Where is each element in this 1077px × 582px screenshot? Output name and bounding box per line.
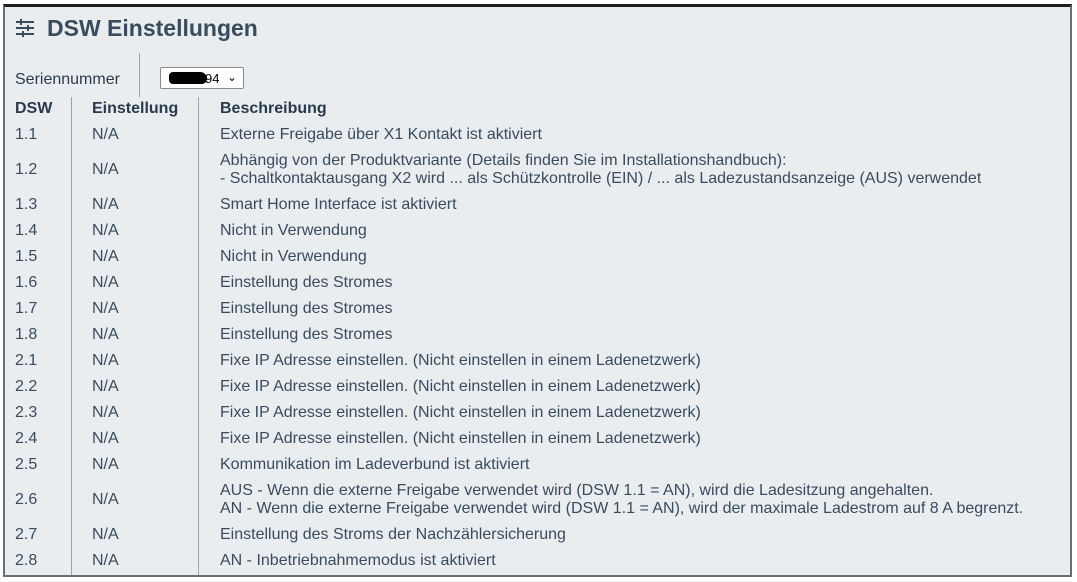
dsw-number: 1.1 bbox=[15, 126, 38, 143]
dsw-number: 2.2 bbox=[15, 378, 38, 395]
description-line: Nicht in Verwendung bbox=[220, 222, 367, 239]
setting-value: N/A bbox=[92, 491, 119, 508]
dsw-number: 1.3 bbox=[15, 196, 38, 213]
setting-value: N/A bbox=[92, 404, 119, 421]
setting-value: N/A bbox=[92, 222, 119, 239]
dsw-number: 1.5 bbox=[15, 248, 38, 265]
description-line: Fixe IP Adresse einstellen. (Nicht einstellen in einem Ladenetzwerk) bbox=[220, 404, 701, 421]
chevron-down-icon: ⌄ bbox=[226, 70, 237, 84]
column-divider bbox=[71, 97, 72, 575]
setting-value: N/A bbox=[92, 456, 119, 473]
setting-value: N/A bbox=[92, 248, 119, 265]
description-line: Einstellung des Stroms der Nachzählersicherung bbox=[220, 526, 566, 543]
description-line: Fixe IP Adresse einstellen. (Nicht einstellen in einem Ladenetzwerk) bbox=[220, 352, 701, 369]
dsw-number: 1.2 bbox=[15, 161, 38, 178]
description-line: Abhängig von der Produktvariante (Details finden Sie im Installationshandbuch): bbox=[220, 152, 787, 169]
setting-value: N/A bbox=[92, 430, 119, 447]
column-header-beschreibung: Beschreibung bbox=[220, 100, 327, 117]
setting-value: N/A bbox=[92, 326, 119, 343]
serial-number-label: Seriennummer bbox=[15, 71, 120, 88]
dsw-number: 2.3 bbox=[15, 404, 38, 421]
description-line: Fixe IP Adresse einstellen. (Nicht einstellen in einem Ladenetzwerk) bbox=[220, 430, 701, 447]
divider bbox=[139, 53, 140, 97]
redaction-mark bbox=[169, 72, 207, 84]
setting-value: N/A bbox=[92, 352, 119, 369]
column-header-einstellung: Einstellung bbox=[92, 100, 179, 117]
description-line: Nicht in Verwendung bbox=[220, 248, 367, 265]
setting-value: N/A bbox=[92, 161, 119, 178]
page-header bbox=[15, 12, 258, 44]
dsw-number: 2.7 bbox=[15, 526, 38, 543]
setting-value: N/A bbox=[92, 552, 119, 569]
serial-number-select[interactable] bbox=[160, 67, 244, 89]
description-line: AUS - Wenn die externe Freigabe verwendet wird (DSW 1.1 = AN), wird die Ladesitzung angehalten. bbox=[220, 482, 934, 499]
description-line: Externe Freigabe über X1 Kontakt ist aktiviert bbox=[220, 126, 542, 143]
page-title: DSW Einstellungen bbox=[47, 14, 258, 41]
serial-number-value: 94 bbox=[205, 71, 220, 86]
description-line: Einstellung des Stromes bbox=[220, 326, 393, 343]
description-line: Einstellung des Stromes bbox=[220, 300, 393, 317]
description-line: - Schaltkontaktausgang X2 wird ... als Schützkontrolle (EIN) / ... als Ladezustandsanzeige (AUS) verwendet bbox=[220, 170, 982, 187]
setting-value: N/A bbox=[92, 196, 119, 213]
dsw-number: 2.4 bbox=[15, 430, 38, 447]
dsw-number: 2.8 bbox=[15, 552, 38, 569]
setting-value: N/A bbox=[92, 274, 119, 291]
dsw-number: 1.6 bbox=[15, 274, 38, 291]
tune-sliders-icon bbox=[15, 18, 35, 38]
column-divider bbox=[198, 97, 199, 575]
setting-value: N/A bbox=[92, 126, 119, 143]
dsw-number: 1.7 bbox=[15, 300, 38, 317]
description-line: Fixe IP Adresse einstellen. (Nicht einstellen in einem Ladenetzwerk) bbox=[220, 378, 701, 395]
dsw-number: 2.5 bbox=[15, 456, 38, 473]
dsw-number: 2.6 bbox=[15, 491, 38, 508]
description-line: AN - Wenn die externe Freigabe verwendet wird (DSW 1.1 = AN), wird der maximale Ladestrom auf 8 A begrenzt. bbox=[220, 500, 1024, 517]
dsw-settings-panel bbox=[3, 4, 1072, 577]
column-header-dsw: DSW bbox=[15, 100, 53, 117]
description-line: Smart Home Interface ist aktiviert bbox=[220, 196, 457, 213]
description-line: AN - Inbetriebnahmemodus ist aktiviert bbox=[220, 552, 496, 569]
dsw-number: 1.8 bbox=[15, 326, 38, 343]
dsw-number: 2.1 bbox=[15, 352, 38, 369]
setting-value: N/A bbox=[92, 378, 119, 395]
dsw-number: 1.4 bbox=[15, 222, 38, 239]
description-line: Kommunikation im Ladeverbund ist aktiviert bbox=[220, 456, 530, 473]
description-line: Einstellung des Stromes bbox=[220, 274, 393, 291]
setting-value: N/A bbox=[92, 300, 119, 317]
setting-value: N/A bbox=[92, 526, 119, 543]
